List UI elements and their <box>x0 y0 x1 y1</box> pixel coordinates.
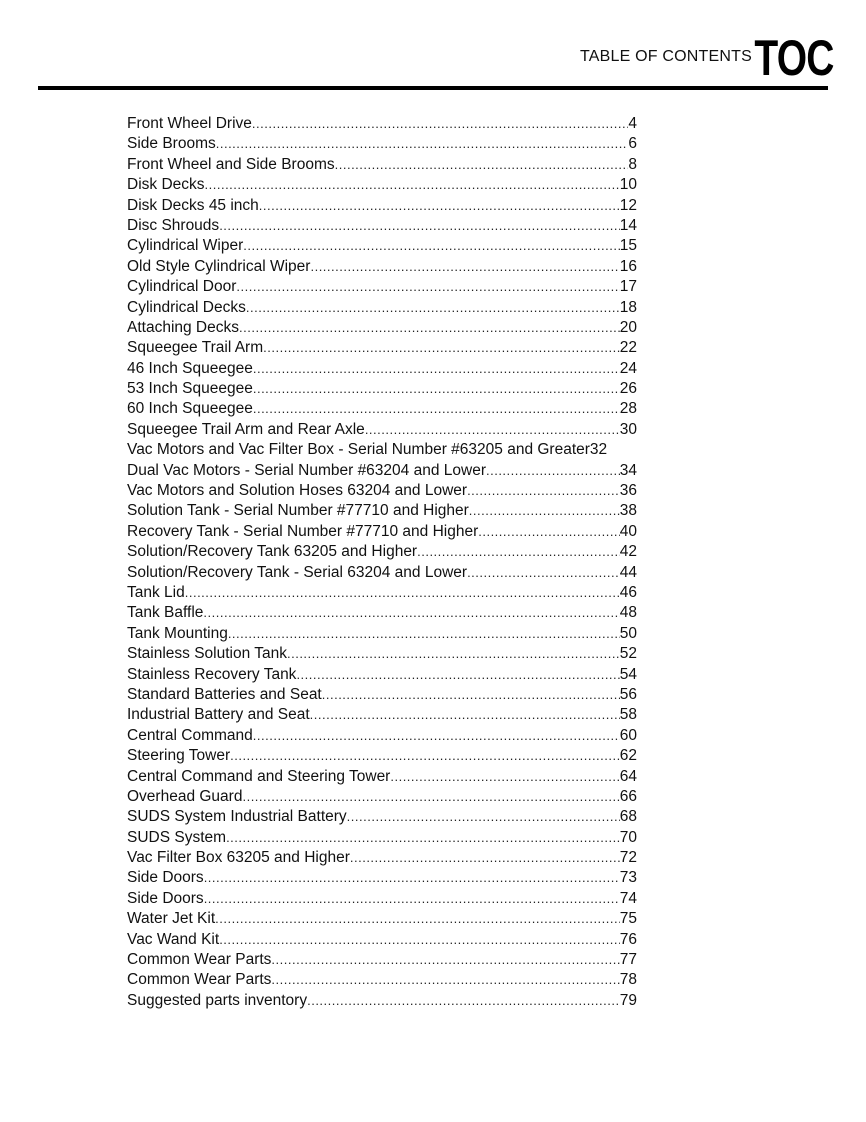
toc-entry-title: Tank Lid <box>127 583 185 601</box>
toc-entry-page: 60 <box>619 726 637 744</box>
dot-leader <box>335 155 629 175</box>
toc-entry-title: SUDS System <box>127 828 227 846</box>
toc-entry[interactable] <box>127 848 637 868</box>
toc-entry-title: 53 Inch Squeegee <box>127 380 253 398</box>
toc-badge: TOC <box>754 30 834 86</box>
dot-leader <box>252 114 628 134</box>
dot-leader <box>322 685 620 705</box>
dot-leader <box>228 624 620 644</box>
dot-leader <box>390 767 619 787</box>
toc-entry-title: Solution/Recovery Tank - Serial 63204 and Lower <box>127 563 468 581</box>
dot-leader <box>253 379 620 399</box>
dot-leader <box>215 909 620 929</box>
toc-entry-page: 44 <box>619 563 637 581</box>
toc-entry-title: Vac Wand Kit <box>127 930 220 948</box>
toc-entry[interactable] <box>127 114 637 134</box>
toc-entry-title: Vac Motors and Vac Filter Box - Serial Number #63205 and Greater <box>127 441 590 459</box>
toc-entry-title: Tank Mounting <box>127 624 228 642</box>
dot-leader <box>469 501 620 521</box>
toc-entry-title: Side Brooms <box>127 135 216 153</box>
toc-entry-page: 30 <box>619 420 637 438</box>
dot-leader <box>310 705 620 725</box>
toc-entry-page: 48 <box>619 604 637 622</box>
toc-entry-title: Vac Motors and Solution Hoses 63204 and Lower <box>127 482 468 500</box>
toc-entry-title: Disk Decks 45 inch <box>127 196 259 214</box>
toc-entry[interactable] <box>127 216 637 236</box>
toc-entry[interactable] <box>127 705 637 725</box>
toc-entry-title: Side Doors <box>127 869 204 887</box>
toc-entry-page: 40 <box>619 522 637 540</box>
toc-entry-page: 66 <box>619 787 637 805</box>
toc-entry[interactable] <box>127 991 637 1011</box>
dot-leader <box>263 338 620 358</box>
toc-entry-page: 74 <box>619 889 637 907</box>
toc-entry[interactable] <box>127 868 637 888</box>
dot-leader <box>205 175 620 195</box>
toc-entry-title: Recovery Tank - Serial Number #77710 and Higher <box>127 522 479 540</box>
toc-entry-page: 70 <box>619 828 637 846</box>
toc-entry-page: 18 <box>619 298 637 316</box>
toc-entry-page: 16 <box>619 257 637 275</box>
toc-entry-title: Disk Decks <box>127 176 205 194</box>
toc-entry-page: 50 <box>619 624 637 642</box>
toc-entry[interactable] <box>127 563 637 583</box>
toc-entry-title: Old Style Cylindrical Wiper <box>127 257 311 275</box>
toc-entry-title: Water Jet Kit <box>127 910 216 928</box>
dot-leader <box>271 970 619 990</box>
toc-entry-page: 36 <box>619 482 637 500</box>
toc-entry-title: Dual Vac Motors - Serial Number #63204 and Lower <box>127 461 486 479</box>
header-rule <box>38 86 828 90</box>
toc-entry-title: Stainless Solution Tank <box>127 645 287 663</box>
dot-leader <box>242 787 619 807</box>
toc-entry-page: 12 <box>619 196 637 214</box>
dot-leader <box>467 481 620 501</box>
dot-leader <box>246 298 620 318</box>
toc-entry-title: Solution/Recovery Tank 63205 and Higher <box>127 543 418 561</box>
toc-entry-page: 76 <box>619 930 637 948</box>
toc-entry-title: SUDS System Industrial Battery <box>127 808 347 826</box>
dot-leader <box>219 216 620 236</box>
toc-entry[interactable] <box>127 236 637 256</box>
dot-leader <box>478 522 620 542</box>
toc-entry-page: 62 <box>619 747 637 765</box>
dot-leader <box>203 603 619 623</box>
toc-entry[interactable] <box>127 685 637 705</box>
toc-entry[interactable] <box>127 726 637 746</box>
toc-entry-title: Industrial Battery and Seat <box>127 706 310 724</box>
toc-entry-title: Cylindrical Door <box>127 278 237 296</box>
toc-entry[interactable] <box>127 950 637 970</box>
dot-leader <box>296 665 619 685</box>
toc-entry-title: Attaching Decks <box>127 318 239 336</box>
toc-entry-title: Squeegee Trail Arm <box>127 339 264 357</box>
toc-entry[interactable] <box>127 359 637 379</box>
page-header <box>0 0 866 92</box>
dot-leader <box>216 134 629 154</box>
dot-leader <box>259 196 620 216</box>
toc-entry[interactable] <box>127 542 637 562</box>
dot-leader <box>365 420 620 440</box>
toc-entry[interactable] <box>127 889 637 909</box>
toc-entry-title: Common Wear Parts <box>127 971 272 989</box>
dot-leader <box>347 807 620 827</box>
toc-entry-page: 8 <box>628 155 637 173</box>
toc-entry[interactable] <box>127 522 637 542</box>
toc-entry[interactable] <box>127 665 637 685</box>
toc-entry[interactable] <box>127 399 637 419</box>
toc-entry-page: 46 <box>619 583 637 601</box>
toc-entry-page: 4 <box>628 115 637 132</box>
dot-leader <box>219 930 620 950</box>
toc-entry[interactable] <box>127 277 637 297</box>
toc-entry-title: Steering Tower <box>127 747 231 765</box>
dot-leader <box>307 991 620 1011</box>
dot-leader <box>230 746 620 766</box>
toc-entry[interactable] <box>127 807 637 827</box>
toc-entry-page: 17 <box>619 278 637 296</box>
toc-entry[interactable] <box>127 175 637 195</box>
toc-entry-page: 20 <box>619 318 637 336</box>
dot-leader <box>271 950 619 970</box>
toc-entry[interactable] <box>127 909 637 929</box>
header-label: TABLE OF CONTENTS <box>579 48 752 65</box>
toc-entry-title: Front Wheel Drive <box>127 115 252 132</box>
toc-entry[interactable] <box>127 420 637 440</box>
toc-entry-page: 75 <box>619 910 637 928</box>
dot-leader <box>243 236 619 256</box>
dot-leader <box>287 644 620 664</box>
dot-leader <box>226 828 620 848</box>
dot-leader <box>236 277 619 297</box>
toc-entry-title: Overhead Guard <box>127 787 243 805</box>
toc-entry-page: 68 <box>619 808 637 826</box>
toc-entry[interactable] <box>127 134 637 154</box>
toc-entry[interactable] <box>127 930 637 950</box>
toc-entry[interactable] <box>127 298 637 318</box>
toc-entry-title: 46 Inch Squeegee <box>127 359 253 377</box>
toc-entry[interactable] <box>127 624 637 644</box>
toc-entry[interactable] <box>127 787 637 807</box>
toc-entry-page: 34 <box>619 461 637 479</box>
toc-entry-title: Cylindrical Decks <box>127 298 246 316</box>
toc-entry[interactable] <box>127 583 637 603</box>
toc-entry-title: Stainless Recovery Tank <box>127 665 297 683</box>
toc-entry-page: 77 <box>619 951 637 969</box>
toc-entry-page: 10 <box>619 176 637 194</box>
toc-entry[interactable] <box>127 644 637 664</box>
toc-entry-page: 54 <box>619 665 637 683</box>
toc-entry[interactable] <box>127 828 637 848</box>
toc-entry[interactable] <box>127 379 637 399</box>
toc-entry[interactable] <box>127 746 637 766</box>
dot-leader <box>467 563 620 583</box>
toc-entry-page: 79 <box>619 991 637 1009</box>
toc-entry-title: Central Command and Steering Tower <box>127 767 391 785</box>
table-of-contents <box>127 114 637 1011</box>
toc-entry-title: Solution Tank - Serial Number #77710 and Higher <box>127 502 469 520</box>
toc-entry[interactable] <box>127 440 637 460</box>
dot-leader <box>253 359 620 379</box>
toc-entry-page: 22 <box>619 339 637 357</box>
toc-entry-title: 60 Inch Squeegee <box>127 400 253 418</box>
toc-entry-page: 42 <box>619 543 637 561</box>
toc-entry[interactable] <box>127 257 637 277</box>
toc-entry-title: Suggested parts inventory <box>127 991 308 1009</box>
toc-entry-page: 52 <box>619 645 637 663</box>
toc-entry-title: Squeegee Trail Arm and Rear Axle <box>127 420 365 438</box>
toc-entry-page: 73 <box>619 869 637 887</box>
toc-entry[interactable] <box>127 461 637 481</box>
toc-entry[interactable] <box>127 767 637 787</box>
toc-entry-page: 15 <box>619 237 637 255</box>
toc-entry-page: 28 <box>619 400 637 418</box>
toc-entry[interactable] <box>127 970 637 990</box>
toc-entry-page: 14 <box>619 216 637 234</box>
toc-entry-page: 56 <box>619 685 637 703</box>
dot-leader <box>350 848 620 868</box>
dot-leader <box>310 257 619 277</box>
toc-entry-title: Side Doors <box>127 889 204 907</box>
toc-entry-page: 26 <box>619 380 637 398</box>
toc-entry-title: Disc Shrouds <box>127 216 220 234</box>
toc-entry-title: Common Wear Parts <box>127 951 272 969</box>
dot-leader <box>417 542 620 562</box>
toc-entry-title: Standard Batteries and Seat <box>127 685 322 703</box>
toc-entry[interactable] <box>127 155 637 175</box>
toc-entry-title: Cylindrical Wiper <box>127 237 244 255</box>
toc-entry-title: Vac Filter Box 63205 and Higher <box>127 849 350 867</box>
toc-entry-page: 38 <box>619 502 637 520</box>
dot-leader <box>239 318 620 338</box>
toc-entry[interactable] <box>127 338 637 358</box>
toc-entry[interactable] <box>127 501 637 521</box>
dot-leader <box>253 399 620 419</box>
toc-entry-title: Central Command <box>127 726 253 744</box>
toc-entry[interactable] <box>127 318 637 338</box>
toc-entry-page: 64 <box>619 767 637 785</box>
dot-leader <box>204 868 620 888</box>
toc-entry[interactable] <box>127 603 637 623</box>
dot-leader <box>185 583 620 603</box>
toc-entry-page: 6 <box>628 135 637 153</box>
toc-entry-title: Front Wheel and Side Brooms <box>127 155 335 173</box>
dot-leader <box>486 461 620 481</box>
dot-leader <box>253 726 620 746</box>
toc-entry-title: Tank Baffle <box>127 604 204 622</box>
dot-leader <box>204 889 620 909</box>
toc-entry-page: 58 <box>619 706 637 724</box>
toc-entry-page: 78 <box>619 971 637 989</box>
toc-entry-page: 32 <box>589 441 608 459</box>
toc-entry[interactable] <box>127 481 637 501</box>
toc-entry-page: 24 <box>619 359 637 377</box>
toc-entry-page: 72 <box>619 849 637 867</box>
toc-entry[interactable] <box>127 196 637 216</box>
